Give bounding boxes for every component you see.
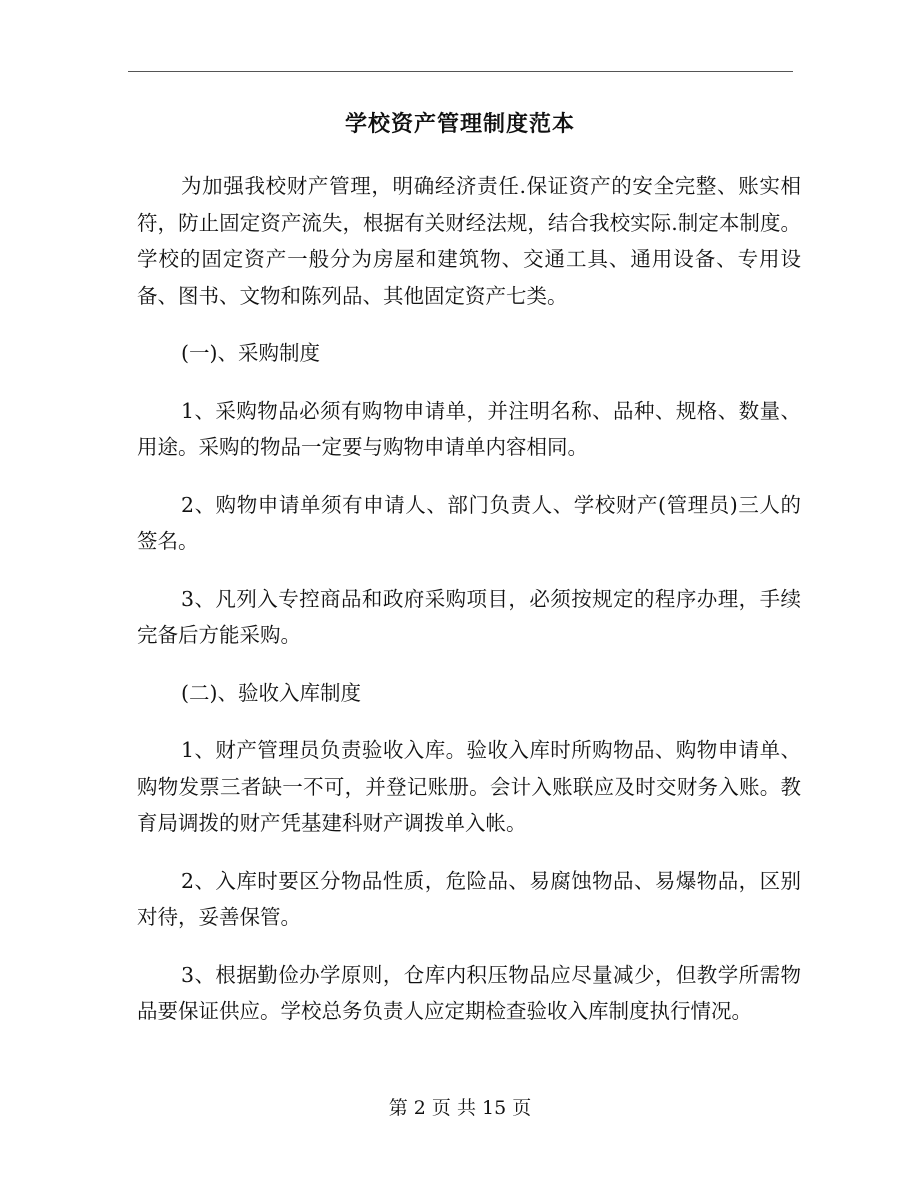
document-title: 学校资产管理制度范本	[344, 111, 575, 137]
section-heading-procurement: (一)、采购制度	[181, 341, 320, 365]
section-heading-acceptance: (二)、验收入库制度	[181, 680, 361, 705]
paragraph-procurement-3: 3、凡列入专控商品和政府采购项目，必须按规定的程序办理，手续完备后方能采购。	[137, 586, 801, 647]
paragraph-acceptance-3: 3、根据勤俭办学原则，仓库内积压物品应尽量减少，但教学所需物品要保证供应。学校总务负责人应定期检查验收入库制度执行情况。	[137, 962, 801, 1023]
header-rule	[128, 71, 793, 72]
paragraph-procurement-1: 1、采购物品必须有购物申请单，并注明名称、品种、规格、数量、用途。采购的物品一定要与购物申请单内容相同。	[137, 398, 801, 459]
paragraph-procurement-2: 2、购物申请单须有申请人、部门负责人、学校财产(管理员)三人的签名。	[137, 492, 801, 553]
paragraph-acceptance-2: 2、入库时要区分物品性质，危险品、易腐蚀物品、易爆物品，区别对待，妥善保管。	[137, 868, 801, 929]
page-number: 第 2 页 共 15 页	[388, 1097, 532, 1119]
paragraph-acceptance-1: 1、财产管理员负责验收入库。验收入库时所购物品、购物申请单、购物发票三者缺一不可，并登记账册。会计入账联应及时交财务入账。教育局调拨的财产凭基建科财产调拨单入帐。	[137, 738, 801, 835]
document-body	[137, 168, 801, 1030]
paragraph-intro: 为加强我校财产管理，明确经济责任.保证资产的安全完整、账实相符，防止固定资产流失，根据有关财经法规，结合我校实际.制定本制度。学校的固定资产一般分为房屋和建筑物、交通工具、通用设备、专用设备、图书、文物和陈列品、其他固定资产七类。	[137, 174, 801, 308]
